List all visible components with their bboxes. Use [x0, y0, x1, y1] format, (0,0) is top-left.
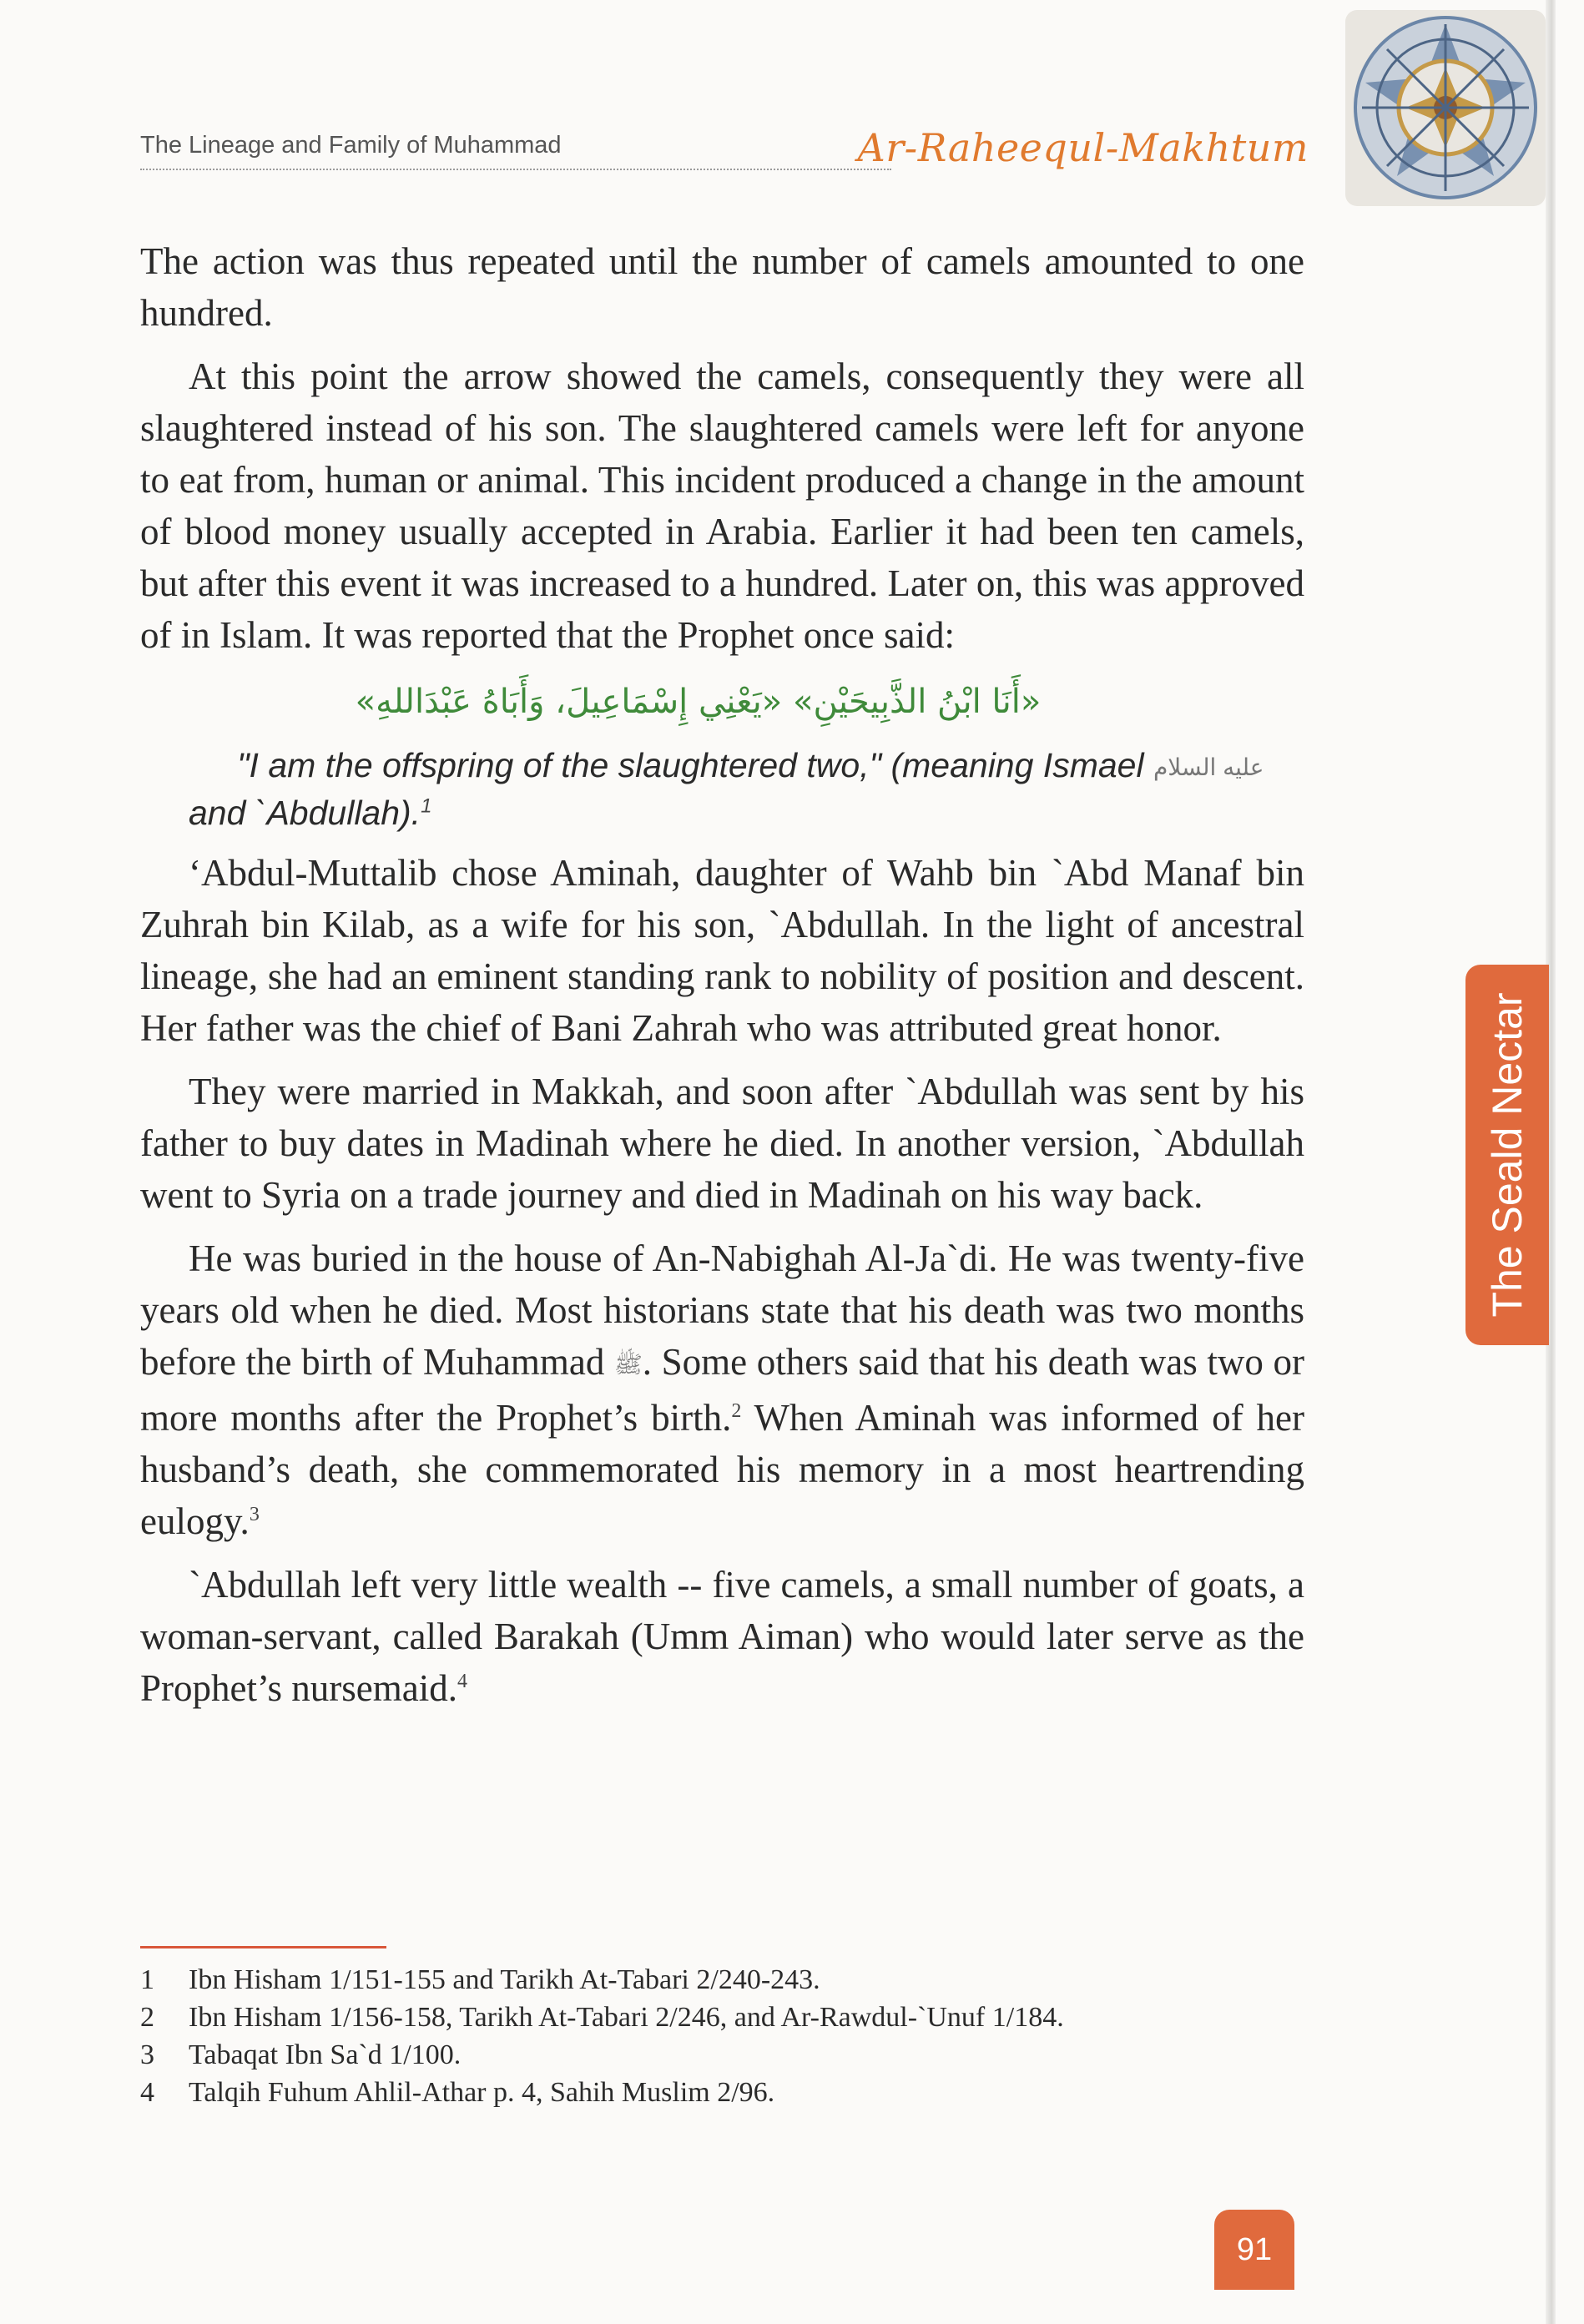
footnotes: [140, 1961, 1304, 2111]
footnote: [140, 2074, 1304, 2111]
footnote-ref: 4: [457, 1670, 467, 1692]
paragraph-5: [140, 1233, 1304, 1547]
honorific-glyph: عليه السلام: [1153, 754, 1264, 781]
footnote-text: Talqih Fuhum Ahlil-Athar p. 4, Sahih Muslim 2/96.: [189, 2077, 775, 2108]
footnote-number: 3: [140, 2039, 154, 2070]
footnote-text: Ibn Hisham 1/156-158, Tarikh At-Tabari 2/246, and Ar-Rawdul-`Unuf 1/184.: [189, 2002, 1064, 2033]
paragraph-1: The action was thus repeated until the number of camels amounted to one hundred.: [140, 240, 1304, 334]
footnote-text: Ibn Hisham 1/151-155 and Tarikh At-Tabari 2/240-243.: [189, 1964, 820, 1995]
page-number: 91: [1214, 2210, 1294, 2290]
paragraph-5-text-c: When Aminah was informed of her husband’s death, she commemorated his memory in a most heartrending eulogy.: [140, 1396, 1304, 1542]
paragraph-4: They were married in Makkah, and soon after `Abdullah was sent by his father to buy dates in Madinah where he died. In another version, `Abdullah went to Syria on a trade journey and died in Madinah on his way back.: [140, 1071, 1304, 1217]
chapter-title: The Lineage and Family of Muhammad: [140, 132, 562, 159]
header-rule: [140, 169, 891, 170]
honorific-glyph: ﷺ: [613, 1352, 643, 1379]
hadith-translation: [140, 743, 1304, 835]
footnote-number: 4: [140, 2077, 154, 2108]
footnote-text: Tabaqat Ibn Sa`d 1/100.: [189, 2039, 462, 2070]
footnote: [140, 1961, 1304, 1999]
body-text: [140, 235, 1304, 1726]
paragraph-5-text-b: . Some others said that his death was two or more months after the Prophet’s birth.: [140, 1341, 1304, 1439]
arabic-hadith: «أَنَا ابْنُ الذَّبِيحَيْنِ» «يَعْنِي إِسْمَاعِيلَ، وَأَبَاهُ عَبْدَاللهِ»: [355, 683, 1042, 721]
footnote-ref: 3: [249, 1503, 260, 1525]
paragraph-5-text-a: He was buried in the house of An-Nabighah Al-Ja`di. He was twenty-five years old when he died. Most historians state that his death was two months before the birth of Muhammad: [140, 1238, 1304, 1384]
paragraph-6-text: `Abdullah left very little wealth -- five camels, a small number of goats, a woman-servant, called Barakah (Umm Aiman) who would later serve as the Prophet’s nursemaid.: [140, 1563, 1304, 1709]
paragraph-3: ‘Abdul-Muttalib chose Aminah, daughter of Wahb bin `Abd Manaf bin Zuhrah bin Kilab, as a wife for his son, `Abdullah. In the light of ancestral lineage, she had an eminent standing rank to nobility of position and descent. Her father was the chief of Bani Zahrah who was attributed great honor.: [140, 852, 1304, 1050]
footnote-number: 2: [140, 2002, 154, 2033]
paragraph-6: [140, 1559, 1304, 1714]
book-title: Ar-Raheequl-Makhtum: [857, 125, 1309, 170]
geometric-rosette-icon: [1345, 10, 1546, 206]
footnote: [140, 1999, 1304, 2036]
side-tab: [1465, 965, 1549, 1345]
footnote-number: 1: [140, 1964, 154, 1995]
footnote: [140, 2036, 1304, 2074]
footnote-ref: 1: [421, 794, 432, 818]
quote-text-b: and `Abdullah).: [189, 794, 421, 833]
footnote-ref: 2: [731, 1399, 742, 1422]
footnote-rule: [140, 1946, 386, 1948]
paragraph-2: At this point the arrow showed the camels, consequently they were all slaughtered instead of his son. The slaughtered camels were left for anyone to eat from, human or animal. This incident produced a change in the amount of blood money usually accepted in Arabia. Earlier it had been ten camels, but after this event it was increased to a hundred. Later on, this was approved of in Islam. It was reported that the Prophet once said:: [140, 355, 1304, 656]
side-tab-label: The Seald Nectar: [1484, 992, 1531, 1318]
quote-text-a: "I am the offspring of the slaughtered two," (meaning Ismael: [237, 746, 1153, 784]
running-head: [140, 125, 1309, 182]
